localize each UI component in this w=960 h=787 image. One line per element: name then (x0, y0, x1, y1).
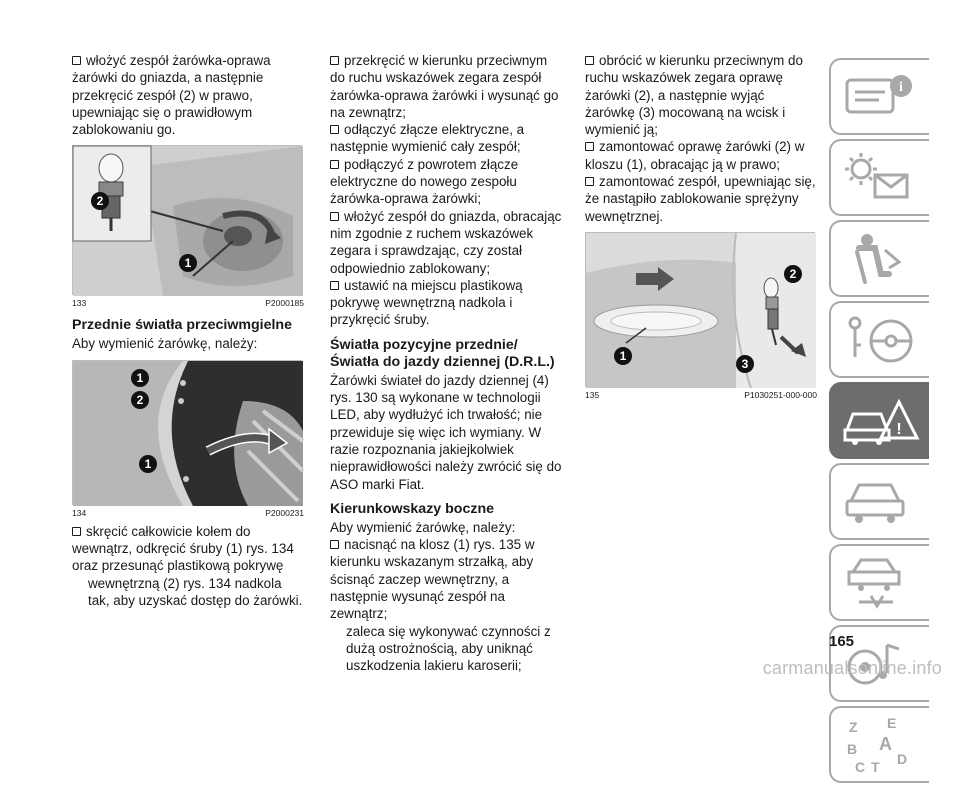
figure-135 (585, 232, 815, 387)
column-1 (72, 52, 304, 609)
bullet-item: zamontować oprawę żarówki (2) w kloszu (1), obracając ją w prawo; (585, 139, 805, 172)
svg-text:C: C (855, 759, 866, 775)
callout-2: 2 (131, 391, 149, 409)
checkbox-bullet-icon (330, 125, 339, 134)
bullet-item: ustawić na miejscu plastikową pokrywę wewnętrzną nadkola i przykręcić śruby. (330, 277, 523, 328)
callout-2: 2 (91, 192, 109, 210)
checkbox-bullet-icon (72, 527, 81, 536)
sidebar-tab-index[interactable] (829, 706, 929, 783)
bullet-item: przekręcić w kierunku przeciwnym do ruchu wskazówek zegara zespół żarówka-oprawa żarówki i wysunąć go na zewnątrz; (330, 53, 559, 120)
sidebar-tab-service[interactable] (829, 463, 929, 540)
checkbox-bullet-icon (330, 160, 339, 169)
checkbox-bullet-icon (72, 56, 81, 65)
checkbox-bullet-icon (330, 212, 339, 221)
callout-1: 1 (131, 369, 149, 387)
callout-1: 1 (139, 455, 157, 473)
breakdown-warning-icon (841, 390, 921, 452)
figure-134 (72, 360, 302, 505)
callout-3: 3 (736, 355, 754, 373)
checkbox-bullet-icon (585, 56, 594, 65)
callout-2: 2 (784, 265, 802, 283)
checkbox-bullet-icon (330, 281, 339, 290)
figure-code: P2000231 (265, 507, 304, 518)
dashboard-info-icon (841, 66, 921, 128)
figure-code: P2000185 (265, 298, 304, 309)
sidebar-tab-driving[interactable] (829, 301, 929, 378)
section-heading-side-indicators: Kierunkowskazy boczne (330, 500, 494, 517)
sidebar-tab-safety[interactable] (829, 220, 929, 297)
technical-specs-icon (841, 552, 921, 614)
checkbox-bullet-icon (585, 177, 594, 186)
sidebar-tab-lights[interactable] (829, 139, 929, 216)
column-2 (330, 52, 564, 675)
svg-text:B: B (847, 741, 858, 757)
headlight-bulb-illustration (73, 146, 303, 296)
bullet-item: włożyć zespół do gniazda, obracając nim zgodnie z ruchem wskazówek zegara i sprawdzając, czy został odpowiednio zablokowany; (330, 208, 562, 276)
callout-1: 1 (614, 347, 632, 365)
svg-text:!: ! (896, 421, 902, 438)
figure-caption (72, 508, 304, 519)
watermark: carmanualsonline.info (762, 658, 942, 678)
bullet-item: nacisnąć na klosz (1) rys. 135 w kierunku wskazanym strzałką, aby ścisnąć zaczep wewnętrzny, a następnie wysunąć zespół na zewnątrz; (330, 537, 535, 622)
bullet-continuation: wewnętrzną (2) rys. 134 nadkola tak, aby uzyskać dostęp do żarówki. (88, 575, 303, 608)
bullet-continuation: zaleca się wykonywać czynności z dużą ostrożnością, aby uniknąć uszkodzenia lakieru karoserii; (346, 623, 551, 674)
seat-airbag-icon (841, 228, 921, 290)
svg-text:A: A (879, 734, 892, 754)
checkbox-bullet-icon (330, 540, 339, 549)
sidebar-tab-specs[interactable] (829, 544, 929, 621)
service-car-icon (841, 471, 921, 533)
section-heading-fog-lights: Przednie światła przeciwmgielne (72, 317, 292, 334)
svg-text:T: T (871, 759, 880, 775)
paragraph: włożyć zespół żarówka-oprawa żarówki do gniazda, a następnie przekręcić zespół (2) w prawo, upewniając się o prawidłowym zablokowaniu go. (72, 53, 271, 138)
lights-mail-icon (841, 147, 921, 209)
column-3 (585, 52, 817, 405)
page-number: 165 (829, 633, 855, 650)
bullet-item: obrócić w kierunku przeciwnym do ruchu wskazówek zegara oprawę żarówki (2), a następnie wyjąć żarówkę (3) mocowaną na wcisk i wymienić ją; (585, 53, 803, 138)
bullet-item: odłączyć złącze elektryczne, a następnie wymienić cały zespół; (330, 122, 525, 155)
paragraph: Aby wymienić żarówkę, należy: (330, 519, 516, 535)
bullet-item: skręcić całkowicie kołem do wewnątrz, odkręcić śruby (1) rys. 134 oraz przesunąć plastikową pokrywę (72, 523, 294, 574)
checkbox-bullet-icon (585, 142, 594, 151)
figure-caption (72, 298, 304, 309)
sidebar-tab-dashboard[interactable] (829, 58, 929, 135)
bullet-item: zamontować zespół, upewniając się, że nastąpiło zablokowanie sprężyny wewnętrznej. (585, 174, 816, 224)
paragraph: Żarówki świateł do jazdy dziennej (4) rys. 130 są wykonane w technologii LED, aby wydłużyć ich trwałość; nie przewiduje się więc ich wymiany. W razie rozpoznania jakiejkolwiek nieprawidłowości należy zwrócić się do ASO marki Fiat. (330, 372, 562, 492)
svg-text:D: D (897, 751, 908, 767)
callout-1: 1 (179, 254, 197, 272)
paragraph: Aby wymienić żarówkę, należy: (72, 336, 258, 352)
figure-number: 134 (72, 507, 87, 518)
figure-code: P1030251-000-000 (744, 389, 817, 400)
section-heading-drl: Światła pozycyjne przednie/Światła do jazdy dziennej (D.R.L.) (330, 336, 555, 370)
figure-133 (72, 145, 302, 295)
svg-text:E: E (887, 715, 897, 731)
sidebar-tab-emergency[interactable] (829, 382, 929, 459)
wheel-arch-illustration (73, 361, 303, 506)
key-steering-icon (841, 309, 921, 371)
figure-caption (585, 390, 817, 401)
svg-text:i: i (899, 80, 903, 95)
figure-number: 135 (585, 389, 600, 400)
bullet-item: podłączyć z powrotem złącze elektryczne do nowego zespołu żarówka-oprawa żarówki; (330, 156, 519, 207)
svg-text:Z: Z (849, 719, 858, 735)
figure-number: 133 (72, 298, 87, 309)
index-letters-icon (841, 714, 921, 776)
checkbox-bullet-icon (330, 56, 339, 65)
